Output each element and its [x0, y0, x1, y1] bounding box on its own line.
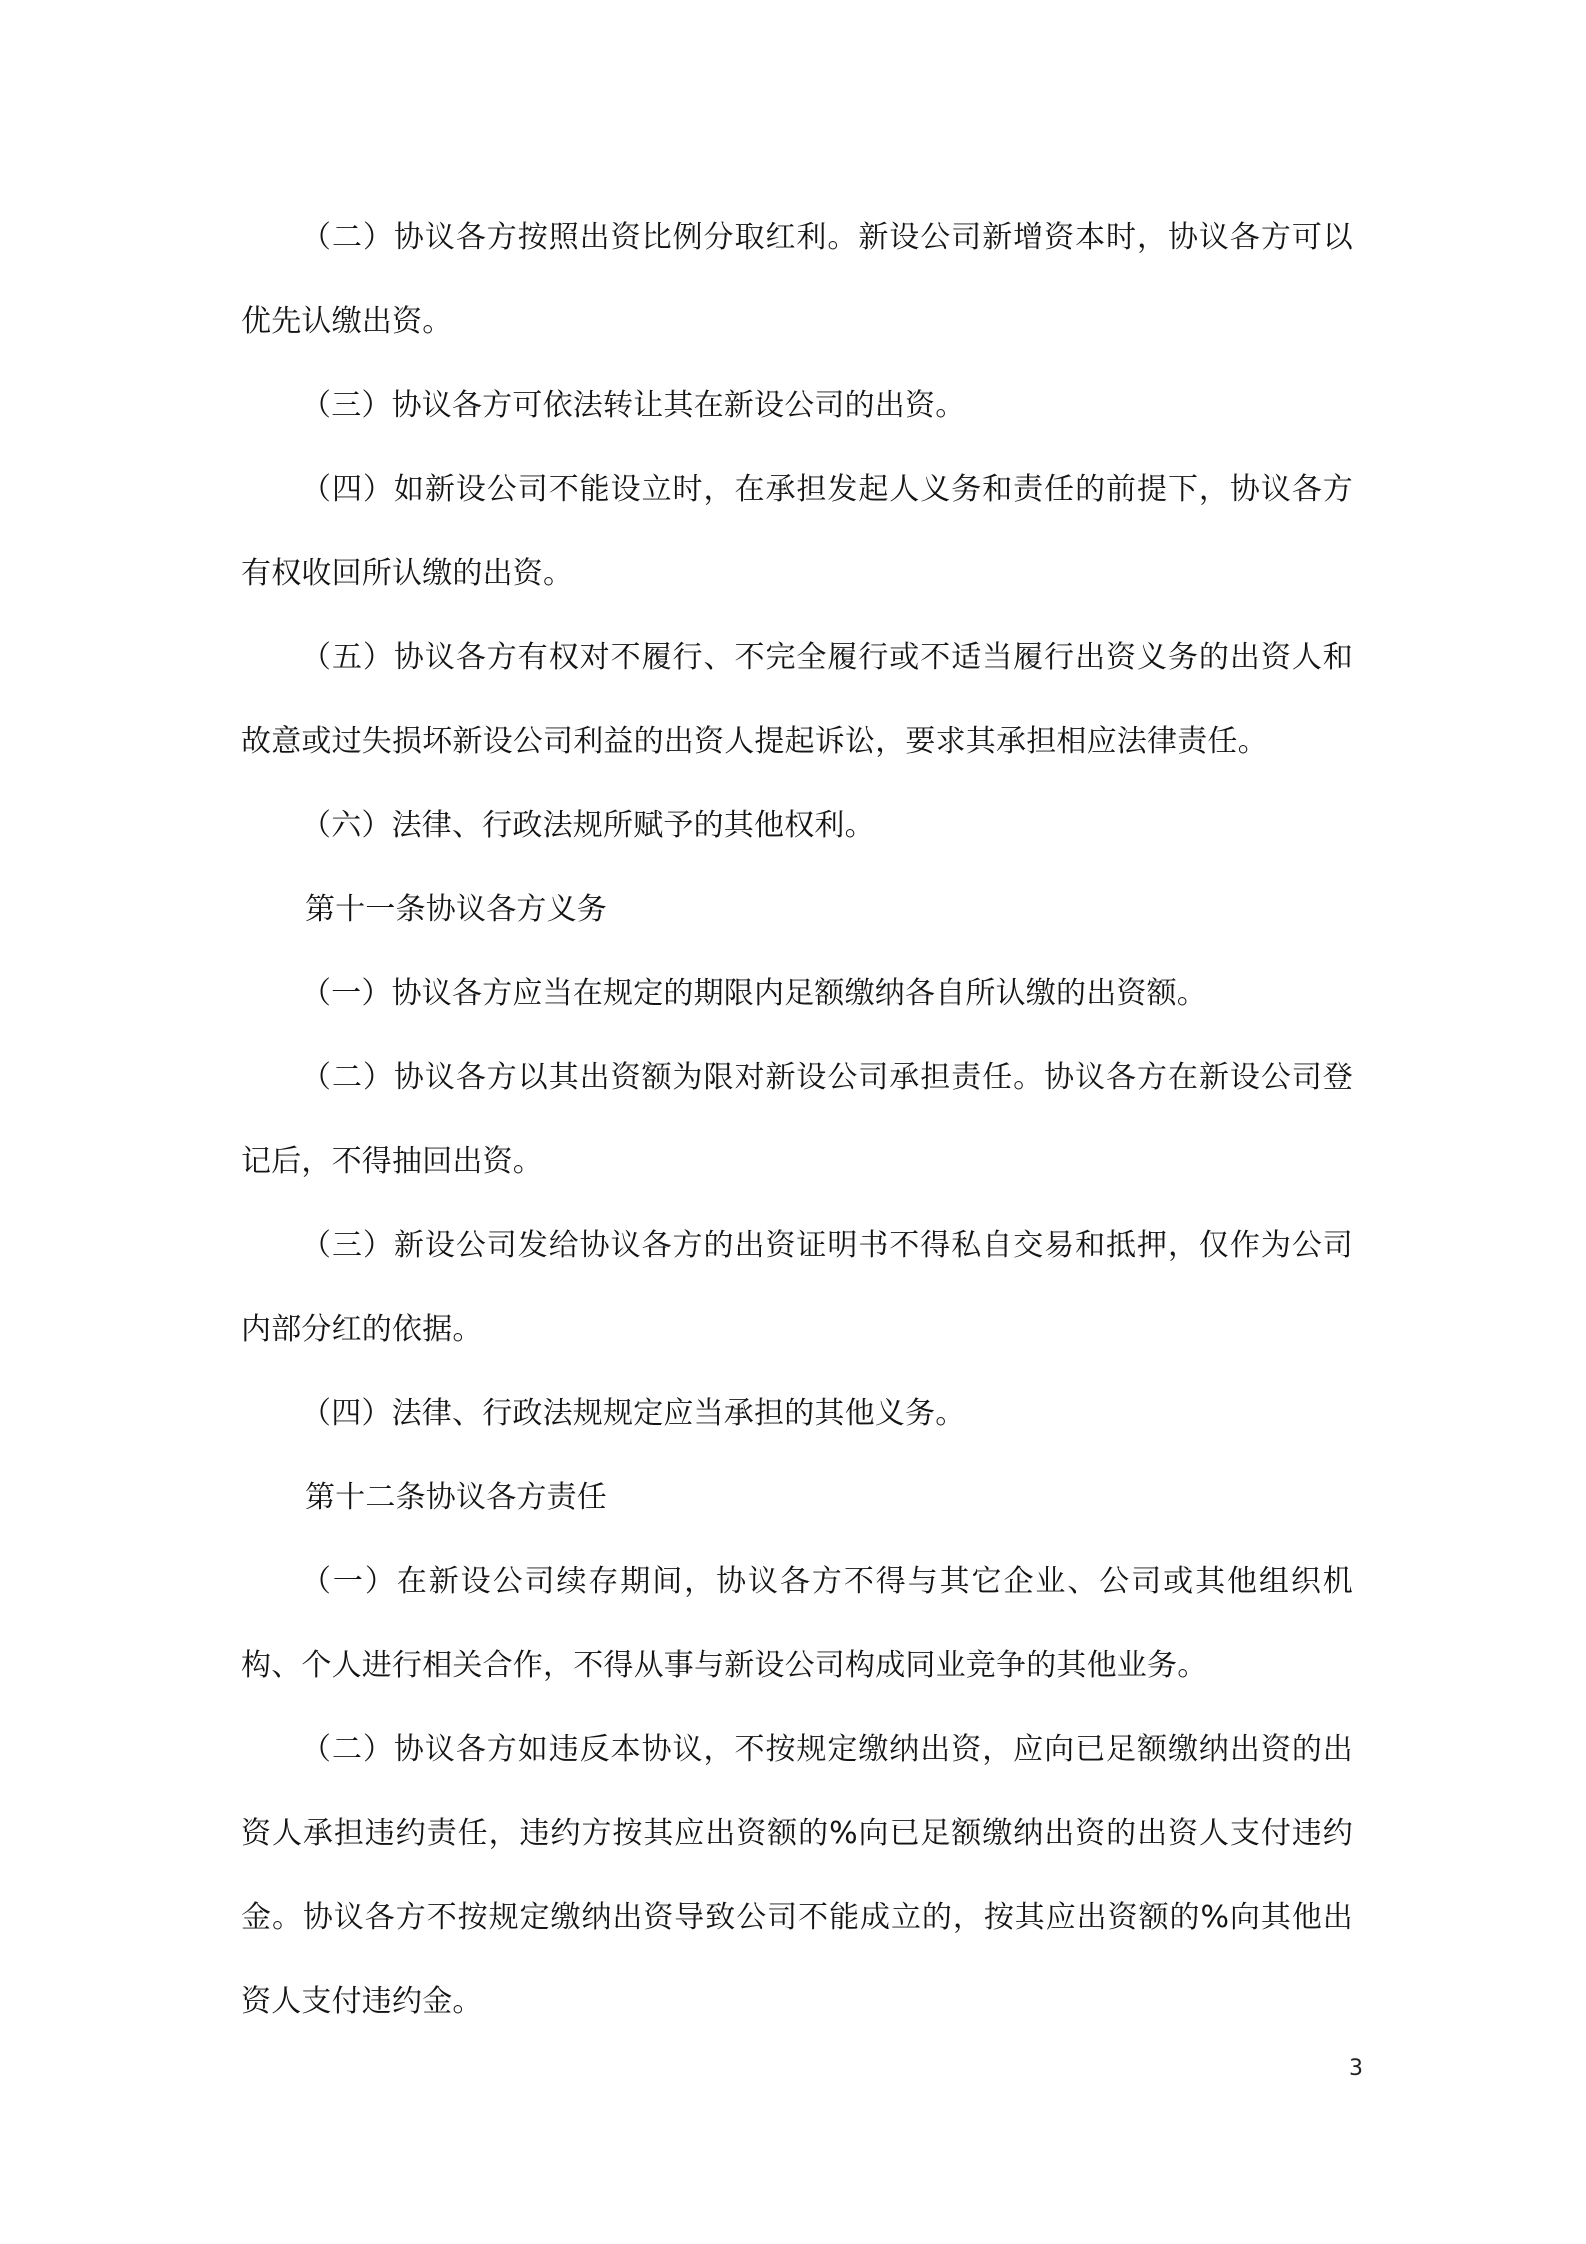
clause-paragraph: （四）如新设公司不能设立时，在承担发起人义务和责任的前提下，协议各方有权收回所认缴的出资。	[241, 472, 1353, 591]
article-heading-12: 第十二条协议各方责任	[305, 1480, 607, 1515]
clause-paragraph: （一）协议各方应当在规定的期限内足额缴纳各自所认缴的出资额。	[301, 976, 1207, 1011]
clause-paragraph: （六）法律、行政法规所赋予的其他权利。	[301, 808, 875, 843]
clause-paragraph: （三）协议各方可依法转让其在新设公司的出资。	[301, 388, 966, 423]
clause-paragraph: （四）法律、行政法规规定应当承担的其他义务。	[301, 1396, 966, 1431]
clause-paragraph: （一）在新设公司续存期间，协议各方不得与其它企业、公司或其他组织机构、个人进行相关合作，不得从事与新设公司构成同业竞争的其他业务。	[241, 1564, 1353, 1683]
clause-paragraph: （二）协议各方以其出资额为限对新设公司承担责任。协议各方在新设公司登记后，不得抽回出资。	[241, 1060, 1353, 1179]
clause-paragraph: （二）协议各方如违反本协议，不按规定缴纳出资，应向已足额缴纳出资的出资人承担违约责任，违约方按其应出资额的%向已足额缴纳出资的出资人支付违约金。协议各方不按规定缴纳出资导致公司不能成立的，按其应出资额的%向其他出资人支付违约金。	[241, 1732, 1353, 2019]
clause-paragraph: （五）协议各方有权对不履行、不完全履行或不适当履行出资义务的出资人和故意或过失损坏新设公司利益的出资人提起诉讼，要求其承担相应法律责任。	[241, 640, 1353, 759]
clause-paragraph: （三）新设公司发给协议各方的出资证明书不得私自交易和抵押，仅作为公司内部分红的依据。	[241, 1228, 1353, 1347]
document-body	[241, 196, 1353, 2044]
page-number: 3	[1349, 2056, 1363, 2081]
article-heading-11: 第十一条协议各方义务	[305, 892, 607, 927]
clause-paragraph: （二）协议各方按照出资比例分取红利。新设公司新增资本时，协议各方可以优先认缴出资。	[241, 220, 1353, 339]
